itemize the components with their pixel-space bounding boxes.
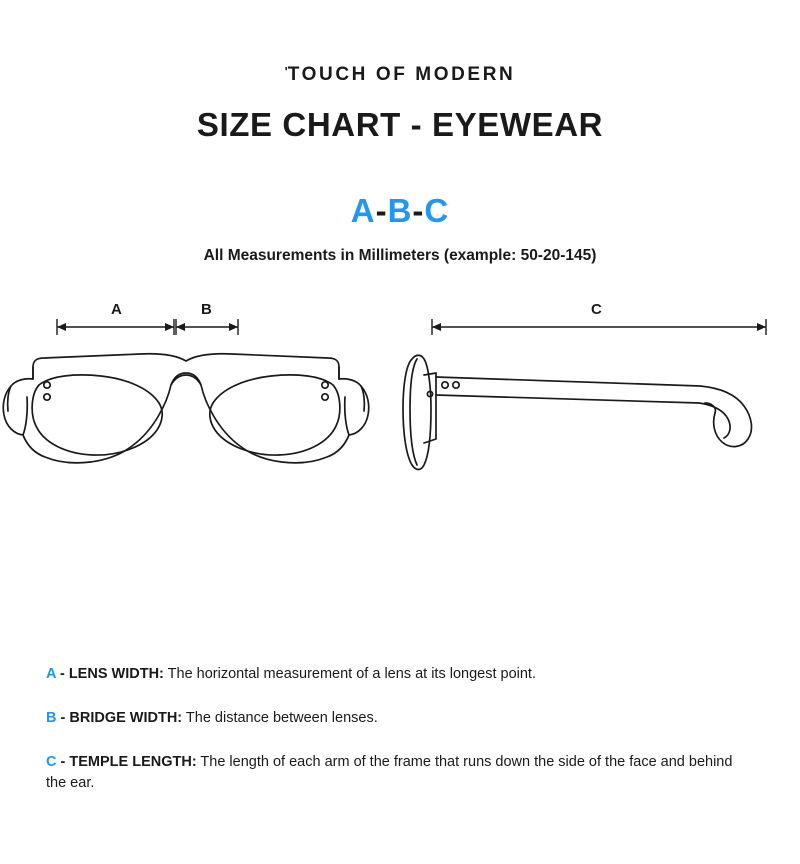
measurement-units-note: All Measurements in Millimeters (example: 50-20-145): [203, 247, 597, 264]
dimension-label-a: A: [111, 301, 122, 318]
eyeglasses-side-view: [403, 355, 751, 469]
abc-dash-1: -: [375, 192, 388, 229]
abc-heading: [0, 192, 800, 230]
brand-tick-mark: ': [284, 64, 288, 79]
brand-title: [0, 64, 800, 86]
size-chart-page: [0, 64, 800, 864]
page-title: SIZE CHART - EYEWEAR: [196, 106, 604, 143]
legend-item-bridge-width: [46, 708, 754, 730]
abc-letter-b: B: [387, 192, 413, 229]
dimension-label-c: C: [591, 301, 602, 318]
legend-separator-a: -: [55, 666, 69, 682]
legend-item-lens-width: [46, 664, 754, 686]
eyeglasses-front-view: [3, 354, 368, 463]
legend-desc-temple-length: The length of each arm of the frame that runs down the side of the face and behind the ear.: [46, 753, 733, 792]
legend-key-c: C: [46, 753, 57, 770]
abc-letter-c: C: [424, 192, 450, 229]
dimension-arrow-b: [176, 319, 238, 335]
legend-term-lens-width: LENS WIDTH:: [68, 666, 164, 682]
dimension-arrow-c: [432, 319, 766, 335]
legend-separator-c: -: [56, 753, 70, 770]
diagram-svg: [0, 293, 800, 533]
legend-item-temple-length: [46, 752, 754, 796]
legend-desc-bridge-width: The distance between lenses.: [182, 709, 378, 726]
legend-term-temple-length: TEMPLE LENGTH:: [69, 753, 197, 770]
legend-desc-lens-width: The horizontal measurement of a lens at its longest point.: [163, 666, 536, 682]
dimension-label-b: B: [201, 301, 212, 318]
brand-name: TOUCH OF MODERN: [287, 64, 516, 85]
legend-key-b: B: [46, 709, 57, 726]
legend-term-bridge-width: BRIDGE WIDTH:: [69, 709, 183, 726]
dimension-arrow-a: [57, 319, 174, 335]
legend-key-a: A: [46, 666, 56, 682]
legend: [46, 664, 754, 795]
legend-separator-b: -: [56, 709, 70, 726]
eyewear-diagram: [0, 293, 800, 533]
abc-letter-a: A: [350, 192, 376, 229]
abc-dash-2: -: [412, 192, 425, 229]
